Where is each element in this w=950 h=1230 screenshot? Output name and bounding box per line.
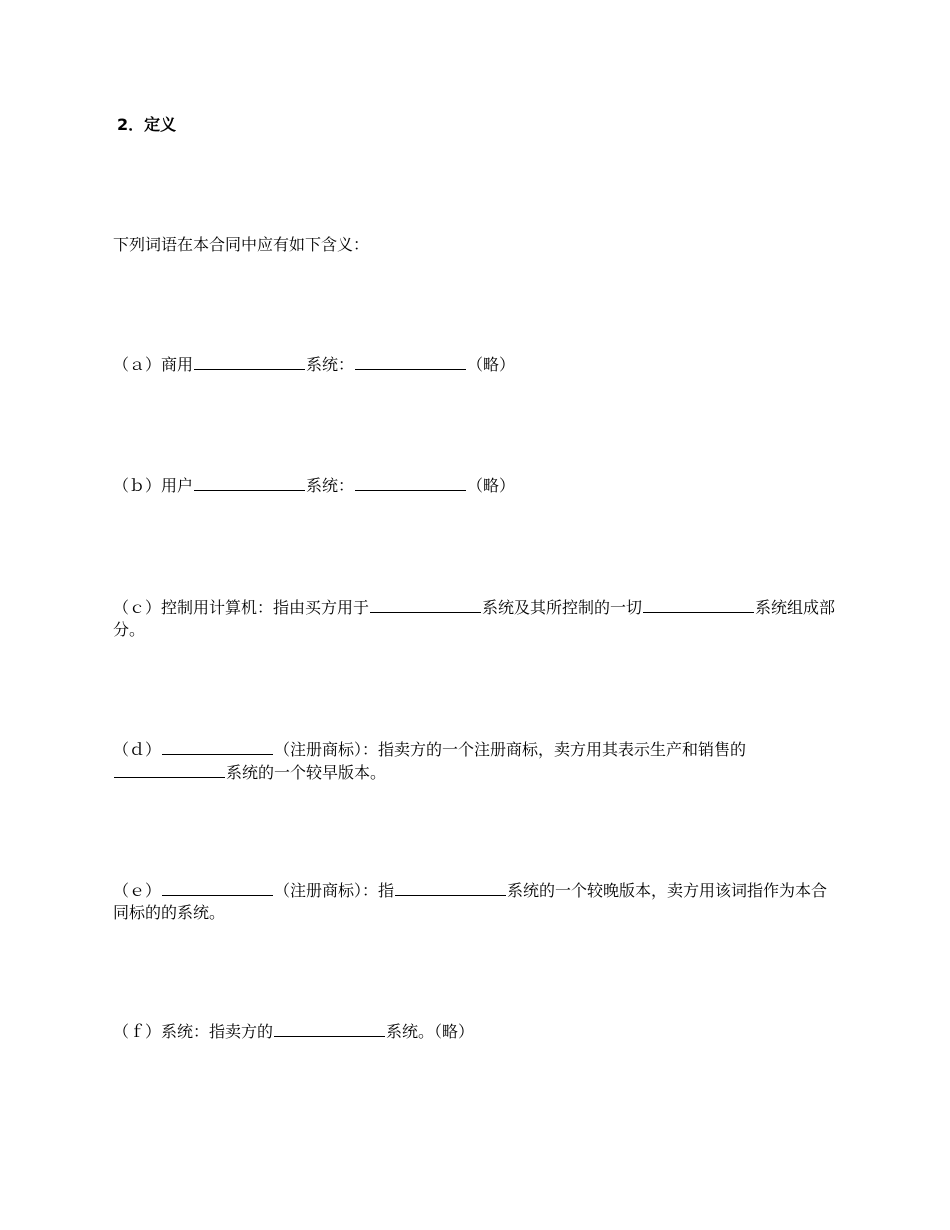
definition-b-text-1: 用户 [161, 476, 194, 495]
definition-c-text-1: 控制用计算机：指由买方用于 [161, 598, 370, 617]
definition-b-text-2: 系统： [306, 476, 355, 495]
blank-line [274, 1020, 385, 1037]
definition-a-text-3: （略） [467, 355, 516, 374]
definition-f-text-1: 系统：指卖方的 [161, 1022, 274, 1041]
definition-d-text-1: （注册商标）：指卖方的一个注册商标，卖方用其表示生产和销售的 [274, 740, 747, 759]
intro-text: 下列词语在本合同中应有如下含义： [113, 235, 370, 254]
blank-line [370, 596, 481, 613]
definition-c-text-3: 系统组成部分。 [113, 598, 836, 639]
definition-d-text-2: 系统的一个较早版本。 [226, 763, 387, 782]
blank-line [194, 353, 305, 370]
blank-line [643, 596, 754, 613]
definition-b [113, 474, 840, 497]
blank-line [355, 353, 466, 370]
blank-line [162, 738, 273, 755]
definition-f-text-2: 系统。（略） [386, 1022, 475, 1041]
definition-c-text-2: 系统及其所控制的一切 [482, 598, 643, 617]
blank-line [355, 474, 466, 491]
definition-f [113, 1020, 840, 1043]
definition-a [113, 353, 840, 376]
definition-f-marker: （ｆ） [113, 1022, 162, 1041]
definition-b-text-3: （略） [467, 476, 516, 495]
definition-a-text-2: 系统： [306, 355, 355, 374]
blank-line [162, 879, 273, 896]
definition-e-text-2: 系统的一个较晚版本，卖方用该词指作为本合同标的的系统。 [113, 881, 828, 922]
blank-line [395, 879, 506, 896]
definition-e-text-1: （注册商标）：指 [274, 881, 395, 900]
intro-paragraph [113, 234, 840, 256]
definition-d-marker: （ｄ） [113, 740, 162, 759]
definition-e-marker: （ｅ） [113, 881, 162, 900]
definition-a-marker: （ａ） [113, 355, 162, 374]
definition-c [113, 596, 840, 641]
definition-e [113, 879, 840, 924]
definition-d [113, 738, 840, 784]
definition-a-text-1: 商用 [161, 355, 194, 374]
blank-line [114, 761, 225, 778]
definition-b-marker: （ｂ） [113, 476, 162, 495]
blank-line [194, 474, 305, 491]
section-heading: 2．定义 [117, 115, 177, 134]
definition-c-marker: （ｃ） [113, 598, 162, 617]
